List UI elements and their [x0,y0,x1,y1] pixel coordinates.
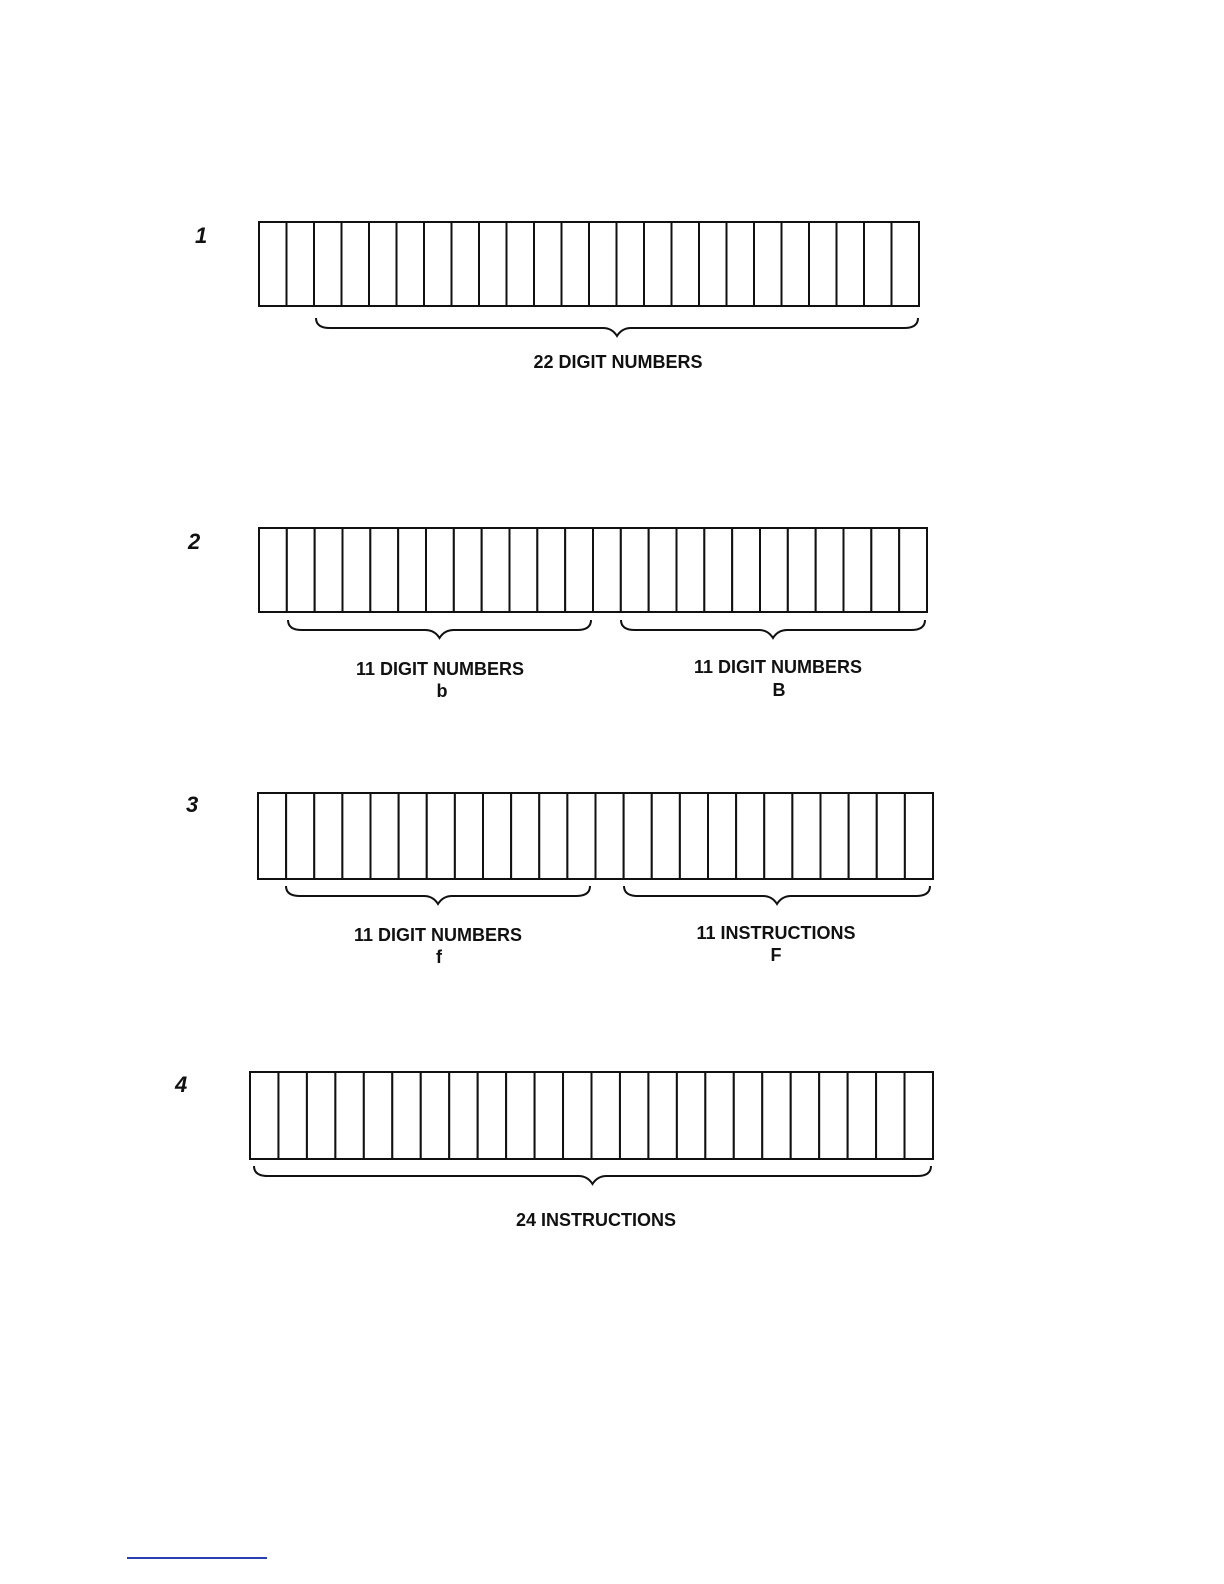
register-cell [343,528,371,612]
register-cell [449,1072,477,1159]
group-brace [624,886,930,904]
register-cell [397,222,425,306]
register-cell [876,1072,904,1159]
register-cell [648,1072,676,1159]
register-cell [539,793,567,879]
register-cell [644,222,672,306]
register-cell [754,222,782,306]
register-cell [455,793,483,879]
register-cell [677,528,705,612]
register-cell [563,1072,591,1159]
group-sublabel: B [772,680,786,700]
register-cell [871,528,899,612]
register-cell [899,528,927,612]
register-cell [821,793,849,879]
register-cell [537,528,565,612]
diagram-number: 2 [188,529,201,554]
register-cell [677,1072,705,1159]
register-cell [848,1072,876,1159]
register-cell [617,222,645,306]
diagram-number: 4 [175,1072,188,1097]
register-cell [483,793,511,879]
register-cell [762,1072,790,1159]
group-sublabel: b [436,681,448,701]
register-cell [680,793,708,879]
diagram-number: 3 [186,792,199,817]
register-cell [506,1072,534,1159]
register-cell [398,528,426,612]
register-cell [534,222,562,306]
register-cell [699,222,727,306]
register-cell [672,222,700,306]
register-cell [562,222,590,306]
register-cell [764,793,792,879]
register-cell [259,528,287,612]
register-cell [621,528,649,612]
register-cell [287,222,315,306]
register-cell [734,1072,762,1159]
register-cell [704,528,732,612]
register-cell [479,222,507,306]
register-cell [705,1072,733,1159]
register-cell [258,793,286,879]
register-cell [596,793,624,879]
register-cell [335,1072,363,1159]
group-brace [286,886,590,904]
group-label: 11 DIGIT NUMBERS [355,659,525,679]
register-cells [259,222,919,306]
register-cell [727,222,755,306]
diagram-3 [186,792,933,967]
register-cell [864,222,892,306]
group-sublabel: F [770,945,782,965]
register-cell [567,793,595,879]
register-cell [535,1072,563,1159]
register-cell [624,793,652,879]
register-cell [424,222,452,306]
register-cell [844,528,872,612]
register-cell [511,793,539,879]
footer-rule [127,1557,267,1559]
register-cell [314,222,342,306]
register-cell [809,222,837,306]
register-cell [250,1072,278,1159]
group-label: 24 INSTRUCTIONS [515,1210,677,1230]
diagram-number: 1 [195,223,208,248]
register-cell [849,793,877,879]
register-cell [507,222,535,306]
register-cell [287,528,315,612]
register-cell [892,222,920,306]
register-cell [278,1072,306,1159]
register-cell [307,1072,335,1159]
register-cell [788,528,816,612]
group-brace [316,318,918,336]
register-cell [314,793,342,879]
register-cell [454,528,482,612]
register-cell [816,528,844,612]
register-cell [427,793,455,879]
register-cell [392,1072,420,1159]
register-cell [837,222,865,306]
register-cell [342,222,370,306]
register-cell [905,1072,933,1159]
group-sublabel: f [436,947,442,967]
register-cell [620,1072,648,1159]
group-label: 11 DIGIT NUMBERS [353,925,523,945]
register-cell [782,222,810,306]
register-cell [649,528,677,612]
register-cells [250,1072,933,1159]
register-cell [364,1072,392,1159]
register-cells [258,793,933,879]
diagram-4 [174,1072,933,1230]
diagram-1 [195,222,919,372]
register-cell [452,222,480,306]
group-label: 11 INSTRUCTIONS [696,923,856,943]
register-cell [877,793,905,879]
register-cell [315,528,343,612]
register-cell [369,222,397,306]
register-cell [510,528,538,612]
register-cell [905,793,933,879]
register-cell [736,793,764,879]
group-brace [288,620,591,638]
register-cell [819,1072,847,1159]
register-cell [259,222,287,306]
register-cell [652,793,680,879]
register-cell [371,793,399,879]
register-cell [478,1072,506,1159]
register-cell [342,793,370,879]
register-cell [708,793,736,879]
register-cell [370,528,398,612]
register-cell [791,1072,819,1159]
register-cell [482,528,510,612]
register-cells [259,528,927,612]
diagram-2 [187,528,927,701]
register-cell [592,1072,620,1159]
group-brace [621,620,925,638]
register-cell [760,528,788,612]
register-cell [593,528,621,612]
register-cell [421,1072,449,1159]
group-label: 11 DIGIT NUMBERS [693,657,863,677]
register-cell [426,528,454,612]
register-cell [286,793,314,879]
group-brace [254,1166,931,1184]
register-cell [589,222,617,306]
register-cell [792,793,820,879]
register-cell [399,793,427,879]
group-label: 22 DIGIT NUMBERS [533,352,703,372]
register-cell [732,528,760,612]
register-cell [565,528,593,612]
